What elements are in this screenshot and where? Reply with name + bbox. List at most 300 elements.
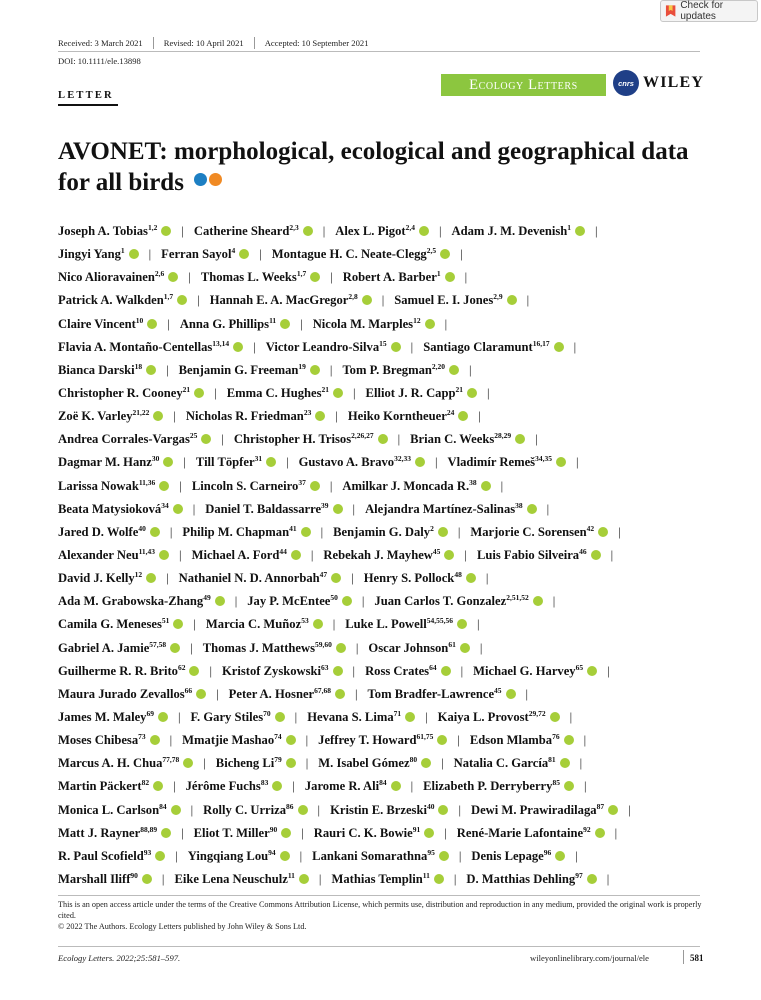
affiliation-superscript: 64 [429,662,437,672]
author[interactable] [58,432,211,446]
author-separator: | [335,409,338,424]
author[interactable] [203,803,307,817]
author[interactable] [343,270,455,284]
author[interactable] [457,826,605,840]
orcid-icon[interactable] [333,388,343,398]
orcid-icon[interactable] [527,504,537,514]
affiliation-superscript: 29,72 [528,708,546,718]
orcid-icon[interactable] [310,481,320,491]
author-name: Gustavo A. Bravo [298,455,395,470]
orcid-icon[interactable] [587,874,597,884]
author[interactable] [299,455,425,469]
author[interactable] [58,455,173,469]
author[interactable] [365,502,537,516]
orcid-icon[interactable] [550,712,560,722]
author[interactable] [58,779,163,793]
affiliation-superscript: 51 [161,616,170,626]
author[interactable] [206,617,323,631]
orcid-icon[interactable] [555,851,565,861]
affiliation-superscript: 92 [583,824,591,834]
author[interactable] [313,317,435,331]
orcid-icon[interactable] [146,365,156,375]
orcid-icon[interactable] [281,828,291,838]
orcid-icon[interactable] [554,342,564,352]
journal-url[interactable]: wileyonlinelibrary.com/journal/ele [530,953,649,963]
orcid-icon[interactable] [266,457,276,467]
author[interactable] [58,340,243,354]
orcid-icon[interactable] [421,758,431,768]
author[interactable] [179,363,320,377]
orcid-icon[interactable] [280,851,290,861]
orcid-icon[interactable] [437,735,447,745]
orcid-icon[interactable] [331,573,341,583]
orcid-icon[interactable] [173,619,183,629]
author-name: Tom Bradfer-Lawrence [367,686,495,701]
orcid-icon[interactable] [142,874,152,884]
author[interactable] [234,432,388,446]
author-name: Rolly C. Urriza [203,802,287,817]
author[interactable] [203,641,346,655]
author-name: Patrick A. Walkden [58,293,164,308]
orcid-icon[interactable] [275,712,285,722]
orcid-icon[interactable] [280,319,290,329]
orcid-icon[interactable] [391,781,401,791]
orcid-icon[interactable] [286,735,296,745]
author-separator: | [190,640,193,655]
author-separator: | [181,224,184,238]
author[interactable] [423,340,563,354]
orcid-icon[interactable] [336,643,346,653]
affiliation-superscript: 71 [393,708,402,718]
orcid-icon[interactable] [424,828,434,838]
orcid-icon[interactable] [333,666,343,676]
author[interactable] [470,525,608,539]
orcid-icon[interactable] [507,295,517,305]
author-separator: | [457,733,460,748]
orcid-icon[interactable] [595,828,605,838]
author[interactable] [180,317,290,331]
author-separator: | [310,547,314,562]
author-separator: | [464,270,468,285]
orcid-icon[interactable] [444,550,454,560]
affiliation-superscript: 2 [430,523,434,533]
orcid-icon[interactable] [147,319,157,329]
author[interactable] [366,386,477,400]
author-name: Santiago Claramunt [423,339,533,354]
author[interactable] [58,733,160,747]
orcid-icon[interactable] [434,874,444,884]
orcid-icon[interactable] [506,689,516,699]
orcid-icon[interactable] [272,781,282,791]
orcid-icon[interactable] [342,596,352,606]
author[interactable] [470,733,574,747]
orcid-icon[interactable] [439,851,449,861]
orcid-icon[interactable] [556,457,566,467]
author-separator: | [573,339,577,354]
affiliation-superscript: 2,4 [405,223,415,232]
orcid-icon[interactable] [467,388,477,398]
orcid-icon[interactable] [171,805,181,815]
orcid-icon[interactable] [415,457,425,467]
author[interactable] [58,224,171,238]
author-name: Benjamin G. Daly [333,524,431,539]
author[interactable] [191,710,285,724]
orcid-icon[interactable] [564,735,574,745]
author-separator: | [179,478,182,493]
affiliation-superscript: 23 [303,408,312,418]
affiliation-superscript: 61,75 [416,732,434,742]
affiliation-superscript: 11 [287,870,295,880]
author-separator: | [167,316,170,331]
author-name: Bicheng Li [215,756,275,771]
author[interactable] [227,386,343,400]
author[interactable] [438,710,560,724]
author[interactable] [58,293,187,307]
author-name: Emma C. Hughes [226,385,322,400]
orcid-icon[interactable] [458,411,468,421]
author-name: Larissa Nowak [58,478,139,493]
orcid-icon[interactable] [440,249,450,259]
author-line [58,660,708,683]
orcid-icon[interactable] [481,481,491,491]
author[interactable] [179,571,342,585]
author-name: René-Marie Lafontaine [456,825,584,840]
author[interactable] [216,756,296,770]
affiliation-superscript: 1,7 [296,269,307,279]
orcid-icon[interactable] [158,712,168,722]
author[interactable] [58,803,181,817]
author[interactable] [161,247,249,261]
author[interactable] [58,409,163,423]
affiliation-superscript: 31 [254,454,263,464]
author[interactable] [305,779,401,793]
orcid-icon[interactable] [159,481,169,491]
author[interactable] [186,409,325,423]
orcid-icon[interactable] [378,434,388,444]
author-separator: | [595,224,598,238]
affiliation-superscript: 24 [446,408,455,418]
orcid-icon[interactable] [301,527,311,537]
orcid-icon[interactable] [405,712,415,722]
author[interactable] [466,872,596,886]
author[interactable] [58,502,183,516]
orcid-icon[interactable] [445,272,455,282]
orcid-icon[interactable] [153,411,163,421]
author[interactable] [477,548,601,562]
author[interactable] [307,710,415,724]
orcid-icon[interactable] [150,527,160,537]
author[interactable] [348,409,469,423]
author-separator: | [322,224,326,238]
author-line [58,752,708,775]
orcid-icon[interactable] [466,573,476,583]
orcid-icon[interactable] [196,689,206,699]
author[interactable] [58,270,178,284]
orcid-icon[interactable] [183,758,193,768]
author[interactable] [58,571,156,585]
orcid-icon[interactable] [333,504,343,514]
author[interactable] [423,779,574,793]
author-separator: | [614,825,618,840]
author[interactable] [314,826,435,840]
author[interactable] [182,733,295,747]
affiliation-superscript: 2,26,27 [351,431,374,441]
author-name: Yingqiang Lou [187,848,269,863]
author[interactable] [365,664,451,678]
author-name: Dagmar M. Hanz [58,455,152,470]
author-line [58,613,708,636]
license-rule [58,895,700,896]
author[interactable] [473,664,597,678]
author[interactable] [58,641,180,655]
author[interactable] [58,617,183,631]
author-separator: | [583,733,587,748]
author[interactable] [58,363,156,377]
author[interactable] [194,224,313,238]
author-line [58,799,708,822]
author-separator: | [479,640,483,655]
author-separator: | [569,709,573,724]
orcid-icon[interactable] [201,434,211,444]
author-separator: | [460,663,464,678]
author-separator: | [486,385,490,400]
orcid-icon[interactable] [233,342,243,352]
author[interactable] [364,571,476,585]
orcid-icon[interactable] [177,295,187,305]
author-name: Jingyi Yang [58,247,121,262]
author[interactable] [205,502,342,516]
author-name: Bianca Darski [58,362,135,377]
orcid-icon[interactable] [441,666,451,676]
affiliation-superscript: 37 [298,477,306,487]
orcid-icon[interactable] [194,388,204,398]
open-data-icon[interactable] [194,173,207,186]
author[interactable] [201,270,320,284]
orcid-icon[interactable] [155,851,165,861]
orcid-icon[interactable] [438,805,448,815]
author[interactable] [471,849,565,863]
orcid-icon[interactable] [189,666,199,676]
orcid-icon[interactable] [315,411,325,421]
orcid-icon[interactable] [153,781,163,791]
author-name: Benjamin G. Freeman [178,362,299,377]
orcid-icon[interactable] [438,527,448,537]
author[interactable] [335,224,429,238]
author[interactable] [58,525,160,539]
author-line [58,868,708,891]
orcid-icon[interactable] [215,596,225,606]
author[interactable] [345,617,467,631]
author-separator: | [526,293,530,308]
orcid-icon[interactable] [310,272,320,282]
author[interactable] [58,548,169,562]
author[interactable] [58,710,168,724]
orcid-icon[interactable] [129,249,139,259]
author[interactable] [196,455,276,469]
orcid-icon[interactable] [313,619,323,629]
author[interactable] [58,594,225,608]
author[interactable] [194,826,292,840]
revised-date: Revised: 10 April 2021 [163,38,244,48]
affiliation-superscript: 38 [469,477,477,487]
affiliation-superscript: 46 [579,546,587,556]
author-name: Marcia C. Muñoz [205,617,302,632]
affiliation-superscript: 11 [422,870,430,880]
author[interactable] [394,293,516,307]
author-separator: | [444,825,447,840]
orcid-icon[interactable] [298,805,308,815]
orcid-icon[interactable] [587,666,597,676]
author[interactable] [342,363,459,377]
orcid-icon[interactable] [598,527,608,537]
author-name: Eliot T. Miller [193,825,270,840]
doi[interactable]: DOI: 10.1111/ele.13898 [58,56,141,66]
author[interactable] [222,664,343,678]
author-separator: | [618,524,621,539]
author[interactable] [58,849,165,863]
author[interactable] [471,803,618,817]
author[interactable] [266,340,401,354]
author[interactable] [182,525,310,539]
orcid-icon[interactable] [161,828,171,838]
author-separator: | [188,270,191,285]
author[interactable] [330,803,448,817]
author-separator: | [546,501,550,516]
author-separator: | [299,848,303,863]
author[interactable] [318,756,431,770]
author[interactable] [58,479,169,493]
orcid-icon[interactable] [575,226,585,236]
author-separator: | [607,663,610,678]
author[interactable] [374,594,542,608]
author[interactable] [58,247,139,261]
affiliation-superscript: 95 [427,847,435,857]
open-materials-icon[interactable] [209,173,222,186]
orcid-icon[interactable] [560,758,570,768]
author[interactable] [342,479,490,493]
author[interactable] [192,548,301,562]
author[interactable] [318,733,447,747]
orcid-icon[interactable] [391,342,401,352]
author-separator: | [169,733,173,748]
author-separator: | [500,478,504,493]
orcid-icon[interactable] [146,573,156,583]
journal-citation: Ecology Letters. 2022;25:581–597. [58,953,181,963]
orcid-icon[interactable] [239,249,249,259]
author[interactable] [454,756,570,770]
affiliation-superscript: 4 [231,246,236,256]
author[interactable] [58,386,204,400]
author[interactable] [448,455,566,469]
author[interactable] [229,687,345,701]
author[interactable] [58,317,157,331]
author[interactable] [58,872,152,886]
author[interactable] [58,826,171,840]
author-list [58,220,708,891]
orcid-icon[interactable] [291,550,301,560]
orcid-icon[interactable] [161,226,171,236]
author[interactable] [174,872,308,886]
author-separator: | [606,871,610,886]
author[interactable] [323,548,454,562]
author-separator: | [458,848,462,863]
journal-banner[interactable]: Ecology Letters [441,74,606,96]
author-separator: | [234,594,238,609]
author[interactable] [210,293,372,307]
author-name: Guilherme R. R. Brito [58,663,178,678]
affiliation-superscript: 42 [586,523,595,533]
affiliation-superscript: 11,36 [138,477,156,487]
author-name: Peter A. Hosner [228,686,315,701]
affiliation-superscript: 13,14 [212,338,230,348]
author-name: Denis Lepage [471,848,544,863]
author[interactable] [186,779,283,793]
orcid-icon[interactable] [150,735,160,745]
orcid-icon[interactable] [419,226,429,236]
author[interactable] [368,687,516,701]
orcid-icon[interactable] [163,457,173,467]
author-name: Eike Lena Neuschulz [174,871,288,886]
author[interactable] [192,479,320,493]
orcid-icon[interactable] [310,365,320,375]
orcid-icon[interactable] [533,596,543,606]
orcid-icon[interactable] [591,550,601,560]
author[interactable] [188,849,290,863]
orcid-icon[interactable] [460,643,470,653]
orcid-icon[interactable] [170,643,180,653]
author[interactable] [312,849,449,863]
author[interactable] [451,224,585,238]
orcid-icon[interactable] [286,758,296,768]
author[interactable] [247,594,352,608]
author-separator: | [173,779,176,794]
author-name: David J. Kelly [58,571,135,586]
author[interactable] [410,432,525,446]
author-separator: | [300,316,303,331]
orcid-icon[interactable] [173,504,183,514]
author-name: Zoë K. Varley [58,409,133,424]
affiliation-superscript: 34,35 [535,454,552,464]
orcid-icon[interactable] [362,295,372,305]
author-name: Oscar Johnson [368,640,449,655]
author[interactable] [333,525,448,539]
orcid-icon[interactable] [159,550,169,560]
author-name: Jay P. McEntee [247,594,331,609]
orcid-icon[interactable] [299,874,309,884]
author[interactable] [331,872,443,886]
author[interactable] [272,247,450,261]
orcid-icon[interactable] [449,365,459,375]
author[interactable] [58,687,206,701]
orcid-icon[interactable] [425,319,435,329]
orcid-icon[interactable] [564,781,574,791]
article-type-rule [58,104,118,106]
orcid-icon[interactable] [168,272,178,282]
affiliation-superscript: 2,8 [348,292,358,302]
author-name: Christopher H. Trisos [233,432,352,447]
author[interactable] [368,641,469,655]
orcid-icon[interactable] [515,434,525,444]
orcid-icon[interactable] [335,689,345,699]
orcid-icon[interactable] [457,619,467,629]
author[interactable] [58,756,193,770]
orcid-icon[interactable] [608,805,618,815]
affiliation-superscript: 57,58 [149,639,167,649]
check-for-updates-button[interactable] [660,0,758,22]
author[interactable] [58,664,199,678]
author-separator: | [352,663,356,678]
orcid-icon[interactable] [303,226,313,236]
